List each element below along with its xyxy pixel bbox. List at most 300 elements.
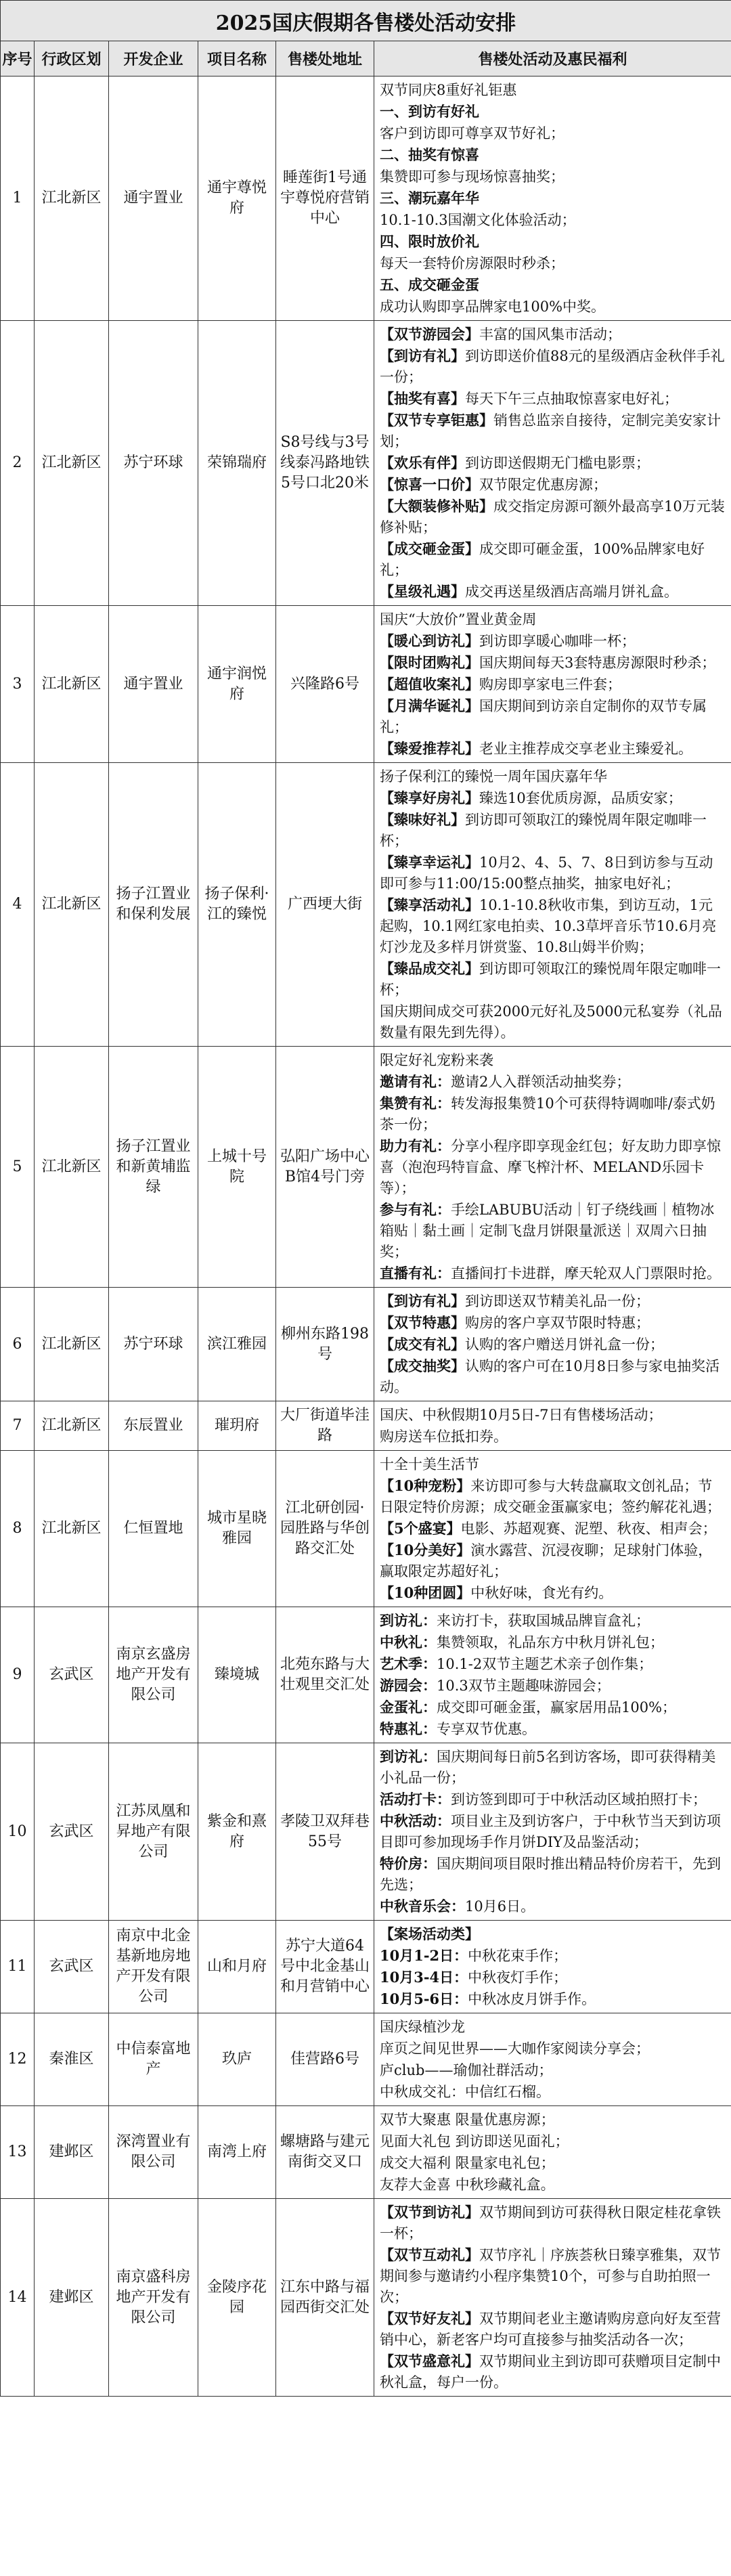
activity-line-label: 【双节互动礼】: [380, 2246, 479, 2263]
row-project-name: 扬子保利·江的臻悦: [198, 763, 276, 1047]
activity-line: [380, 1071, 726, 1093]
activity-line-label: 【双节到访礼】: [380, 2204, 479, 2221]
activity-line: [380, 630, 726, 652]
activity-line-text: 老业主推荐成交享老业主臻爱礼。: [479, 741, 692, 757]
activity-line-label: 【惊喜一口价】: [380, 476, 479, 493]
activity-line-label: 邀请有礼：: [380, 1073, 451, 1090]
activity-line-text: 邀请2人入群领活动抽奖券；: [451, 1074, 631, 1090]
activity-line: [380, 2109, 726, 2131]
row-district: 玄武区: [35, 1743, 109, 1921]
activity-line: [380, 1718, 726, 1740]
activity-line-text: 直播间打卡进群，摩天轮双人门票限时抢。: [451, 1265, 721, 1282]
activity-line: [380, 766, 726, 787]
activity-line: [380, 695, 726, 738]
row-activities: [374, 1047, 731, 1288]
activity-line: [380, 2152, 726, 2174]
activity-line: [380, 2081, 726, 2103]
row-developer: 南京中北金基新地房地产开发有限公司: [109, 1921, 198, 2013]
activity-line: [380, 1945, 726, 1967]
activity-line-text: 购房的客户享双节限时特惠；: [465, 1315, 650, 1331]
activity-line-label: 【臻品成交礼】: [380, 960, 479, 977]
row-project-name: 滨江雅园: [198, 1288, 276, 1401]
row-sales-address: 柳州东路198号: [276, 1288, 374, 1401]
activity-line-text: 到访即可领取江的臻悦周年限定咖啡一杯；: [380, 961, 721, 998]
activity-line-label: 一、到访有好礼: [380, 103, 479, 120]
activity-line: [380, 231, 726, 253]
activity-line-text: 限定好礼宠粉来袭: [380, 1052, 493, 1068]
row-number: 13: [1, 2106, 35, 2199]
activity-line: [380, 1896, 726, 1917]
activity-line-label: 【臻味好礼】: [380, 811, 465, 828]
activity-line-label: 【限时团购礼】: [380, 654, 479, 671]
activity-line: [380, 652, 726, 674]
activity-line-text: 丰富的国风集市活动；: [479, 326, 621, 343]
activity-line-text: 双节序礼｜序族荟秋日臻享雅集，双节期间参与邀请约小程序集赞10个，可参与自助拍照一次；: [380, 2247, 721, 2305]
row-district: 江北新区: [35, 1047, 109, 1288]
activity-line-label: 五、成交砸金蛋: [380, 276, 479, 293]
row-number: 12: [1, 2013, 35, 2106]
activity-line-label: 10月3-4日：: [380, 1969, 468, 1986]
activity-line: [380, 2131, 726, 2152]
activity-line-text: 转发海报集赞10个可获得特调咖啡/泰式奶茶一份；: [380, 1095, 715, 1133]
activity-line-text: 中秋冰皮月饼手作。: [468, 1991, 596, 2007]
activity-line-label: 【大额装修补贴】: [380, 498, 493, 515]
row-activities: [374, 1743, 731, 1921]
activity-line-text: 成交指定房源可额外最高享10万元装修补贴；: [380, 498, 725, 536]
activity-line: [380, 209, 726, 231]
activity-line: [380, 609, 726, 630]
activity-line-label: 【成交有礼】: [380, 1336, 465, 1353]
activity-line-text: 国庆绿植沙龙: [380, 2019, 465, 2035]
activity-line: [380, 787, 726, 809]
activity-line-label: 【双节游园会】: [380, 326, 479, 343]
activity-line-label: 三、潮玩嘉年华: [380, 190, 479, 206]
activity-line-text: 10.1-2双节主题艺术亲子创作集；: [437, 1656, 653, 1672]
activity-line: [380, 296, 726, 318]
activity-line-label: 金蛋礼：: [380, 1699, 437, 1716]
activity-line-text: 国庆期间每日前5名到访客场，即可获得精美小礼品一份；: [380, 1749, 716, 1786]
row-sales-address: 苏宁大道64号中北金基山和月营销中心: [276, 1921, 374, 2013]
table-row: [1, 1451, 731, 1607]
activity-line-text: 项目业主及到访客户，于中秋节当天到访项目即可参加现场手作月饼DIY及品鉴活动；: [380, 1813, 721, 1850]
table-row: [1, 606, 731, 763]
activity-line: [380, 2016, 726, 2038]
activity-line-label: 【双节特惠】: [380, 1314, 465, 1331]
activity-line-text: 中秋夜灯手作；: [468, 1969, 568, 1986]
activity-line-label: 中秋活动：: [380, 1812, 451, 1829]
activity-line-text: 10.1-10.3国潮文化体验活动；: [380, 212, 576, 228]
activity-line-text: 十全十美生活节: [380, 1456, 479, 1472]
activity-line-text: 中秋花束手作；: [468, 1948, 568, 1964]
table-row: [1, 77, 731, 321]
row-number: 10: [1, 1743, 35, 1921]
table-row: [1, 2199, 731, 2397]
activity-line-text: 演水露营、沉浸夜聊；足球射门体验，赢取限定苏超好礼；: [380, 1542, 713, 1579]
table-row: [1, 1047, 731, 1288]
activity-line: [380, 2174, 726, 2196]
activity-line: [380, 958, 726, 1001]
activity-line: [380, 581, 726, 603]
activity-line: [380, 1967, 726, 1988]
row-district: 建邺区: [35, 2106, 109, 2199]
activity-line: [380, 2038, 726, 2059]
activity-line-label: 到访礼：: [380, 1612, 437, 1629]
activity-line-text: 国庆、中秋假期10月5日-7日有售楼场活动；: [380, 1407, 663, 1423]
activity-line-label: 【到访有礼】: [380, 1292, 465, 1309]
activity-line: [380, 1675, 726, 1697]
activity-line-text: 10.1-10.8秋收市集，到访互动，1元起购，10.1网红家电拍卖、10.3草坪音乐节10.6月亮灯沙龙及多样月饼赏鉴、10.8山姆半价购；: [380, 897, 717, 955]
activity-line-text: 成交即可砸金蛋，100%品牌家电好礼；: [380, 541, 705, 578]
row-activities: [374, 2199, 731, 2397]
activity-line: [380, 1355, 726, 1398]
row-developer: 苏宁环球: [109, 321, 198, 606]
activity-line: [380, 1610, 726, 1632]
page-title: 2025国庆假期各售楼处活动安排: [1, 1, 731, 41]
activity-line: [380, 1312, 726, 1334]
activity-line: [380, 1263, 726, 1284]
row-project-name: 紫金和熹府: [198, 1743, 276, 1921]
table-row: [1, 1743, 731, 1921]
activity-line-label: 中秋音乐会：: [380, 1898, 465, 1915]
row-sales-address: 大厂街道毕洼路: [276, 1401, 374, 1451]
activity-line-label: 艺术季：: [380, 1655, 437, 1672]
row-sales-address: 江东中路与福园西街交汇处: [276, 2199, 374, 2397]
activity-line-label: 二、抽奖有惊喜: [380, 146, 479, 163]
activity-line: [380, 738, 726, 760]
activity-line-text: 国庆期间成交可获2000元好礼及5000元私宴券（礼品数量有限先到先得）。: [380, 1003, 722, 1041]
activity-line-text: 每天下午三点抽取惊喜家电好礼；: [465, 391, 678, 407]
activity-line-text: 10月6日。: [465, 1898, 535, 1915]
row-project-name: 山和月府: [198, 1921, 276, 2013]
row-district: 建邺区: [35, 2199, 109, 2397]
activity-line: [380, 144, 726, 166]
row-activities: [374, 1607, 731, 1743]
activity-line-label: 10月1-2日：: [380, 1947, 468, 1964]
row-activities: [374, 1401, 731, 1451]
row-developer: 江苏凤凰和昇地产有限公司: [109, 1743, 198, 1921]
activity-line-text: 友荐大金喜 中秋珍藏礼盒。: [380, 2177, 555, 2193]
activity-line-label: 【10分美好】: [380, 1542, 471, 1558]
activity-line-text: 购房即享家电三件套；: [479, 676, 621, 693]
activity-line-label: 直播有礼：: [380, 1265, 451, 1282]
activity-line-text: 双节大聚惠 限量优惠房源；: [380, 2112, 555, 2128]
activity-line-text: 双节限定优惠房源；: [479, 477, 607, 493]
row-developer: 扬子江置业和保利发展: [109, 763, 198, 1047]
row-developer: 东辰置业: [109, 1401, 198, 1451]
activity-line-label: 【成交砸金蛋】: [380, 540, 479, 557]
activity-line-text: 双节期间到访可获得秋日限定桂花拿铁一杯；: [380, 2204, 721, 2242]
activity-line: [380, 1199, 726, 1263]
activity-line: [380, 1454, 726, 1475]
row-number: 5: [1, 1047, 35, 1288]
row-activities: [374, 2106, 731, 2199]
activity-line: [380, 1290, 726, 1312]
row-district: 玄武区: [35, 1921, 109, 2013]
activity-line-label: 【案场活动类】: [380, 1925, 479, 1942]
activity-line-text: 双节期间老业主邀请购房意向好友至营销中心，新老客户均可直接参与抽奖活动各一次；: [380, 2311, 721, 2348]
row-developer: 南京玄盛房地产开发有限公司: [109, 1607, 198, 1743]
activity-line: [380, 388, 726, 410]
row-developer: 南京盛科房地产开发有限公司: [109, 2199, 198, 2397]
activity-line: [380, 2244, 726, 2308]
row-developer: 扬子江置业和新黄埔监绿: [109, 1047, 198, 1288]
row-number: 3: [1, 606, 35, 763]
activity-line-text: 集赞即可参与现场惊喜抽奖；: [380, 169, 564, 185]
activity-line-label: 中秋礼：: [380, 1634, 437, 1651]
row-developer: 深湾置业有限公司: [109, 2106, 198, 2199]
activity-line-label: 【成交抽奖】: [380, 1357, 465, 1374]
row-developer: 通宇置业: [109, 77, 198, 321]
row-district: 江北新区: [35, 1288, 109, 1401]
activity-line: [380, 852, 726, 894]
activity-line-label: 【双节盛意礼】: [380, 2353, 479, 2370]
activity-line-text: 成交大福利 限量家电礼包；: [380, 2155, 555, 2171]
activity-line-text: 双节期间业主到访即可获赠项目定制中秋礼盒，每户一份。: [380, 2353, 721, 2391]
activity-line: [380, 538, 726, 581]
column-header-address: 售楼处地址: [276, 41, 374, 77]
activity-line-text: 庐club——瑜伽社群活动；: [380, 2062, 553, 2078]
activity-line: [380, 2308, 726, 2351]
activity-line-label: 【双节专享钜惠】: [380, 412, 493, 429]
row-district: 江北新区: [35, 321, 109, 606]
activity-line: [380, 2351, 726, 2393]
activity-line: [380, 2059, 726, 2081]
activity-line-text: 认购的客户可在10月8日参与家电抽奖活动。: [380, 1358, 720, 1395]
activity-line-label: 【抽奖有喜】: [380, 390, 465, 407]
row-number: 11: [1, 1921, 35, 2013]
activity-line: [380, 1988, 726, 2010]
activity-line-text: 来访即可参与大转盘赢取文创礼品；节日限定特价房源；成交砸金蛋赢家电；签约解花礼遇；: [380, 1478, 721, 1515]
activity-line: [380, 123, 726, 144]
table-row: [1, 763, 731, 1047]
activity-line-text: 国庆期间项目限时推出精品特价房若干，先到先选；: [380, 1856, 721, 1893]
table-row: [1, 1288, 731, 1401]
activity-line: [380, 166, 726, 188]
row-activities: [374, 2013, 731, 2106]
activity-line: [380, 253, 726, 274]
table-row: [1, 1921, 731, 2013]
row-district: 江北新区: [35, 1401, 109, 1451]
table-body: [1, 77, 731, 2397]
activity-line: [380, 1093, 726, 1135]
activity-line-text: 手绘LABUBU活动｜钉子绕线画｜植物冰箱贴｜黏土画｜定制飞盘月饼限量派送｜双周六日抽奖；: [380, 1202, 715, 1260]
row-sales-address: 北苑东路与大壮观里交汇处: [276, 1607, 374, 1743]
activity-line-text: 认购的客户赠送月饼礼盒一份；: [465, 1336, 664, 1353]
row-activities: [374, 1288, 731, 1401]
activity-line-text: 中秋好味，食光有约。: [470, 1585, 613, 1601]
row-developer: 仁恒置地: [109, 1451, 198, 1607]
activity-line: [380, 188, 726, 209]
activity-line-text: 到访即可领取江的臻悦周年限定咖啡一杯；: [380, 812, 707, 849]
activity-line-text: 购房送车位抵扣券。: [380, 1428, 508, 1445]
activity-line: [380, 101, 726, 123]
activity-line-text: 集赞领取，礼品东方中秋月饼礼包；: [437, 1634, 664, 1651]
activity-line: [380, 1001, 726, 1043]
row-activities: [374, 321, 731, 606]
activity-line-text: 扬子保利江的臻悦一周年国庆嘉年华: [380, 768, 607, 785]
activity-line-text: 客户到访即可尊享双节好礼；: [380, 125, 564, 141]
row-district: 玄武区: [35, 1607, 109, 1743]
activity-line: [380, 1135, 726, 1199]
activity-line-label: 参与有礼：: [380, 1201, 451, 1218]
row-project-name: 金陵序花园: [198, 2199, 276, 2397]
activity-line: [380, 1540, 726, 1582]
activity-line-text: 国庆“大放价”置业黄金周: [380, 611, 537, 628]
activity-line: [380, 894, 726, 958]
activity-line: [380, 1582, 726, 1604]
activity-line: [380, 1853, 726, 1896]
activity-line-label: 【臻享幸运礼】: [380, 854, 479, 871]
activity-line-label: 【10种团圆】: [380, 1584, 471, 1601]
activity-line-label: 【到访有礼】: [380, 347, 465, 364]
row-sales-address: 江北研创园·园胜路与华创路交汇处: [276, 1451, 374, 1607]
activity-line: [380, 1475, 726, 1518]
table-row: [1, 2013, 731, 2106]
row-project-name: 通宇润悦府: [198, 606, 276, 763]
activity-line-label: 游园会：: [380, 1677, 437, 1694]
activity-line: [380, 410, 726, 452]
activity-line: [380, 2202, 726, 2244]
row-district: 江北新区: [35, 763, 109, 1047]
row-project-name: 通宇尊悦府: [198, 77, 276, 321]
column-header-no: 序号: [1, 41, 35, 77]
activity-line-text: 国庆期间到访亲自定制你的双节专属礼；: [380, 698, 707, 735]
row-project-name: 上城十号院: [198, 1047, 276, 1288]
row-number: 6: [1, 1288, 35, 1401]
activity-line-label: 【臻享活动礼】: [380, 896, 479, 913]
row-sales-address: 孝陵卫双拜巷55号: [276, 1743, 374, 1921]
activity-line-text: 分享小程序即享现金红包；好友助力即享惊喜（泡泡玛特盲盒、摩飞榨汁杯、MELAND乐园卡等）；: [380, 1138, 721, 1196]
row-developer: 苏宁环球: [109, 1288, 198, 1401]
row-number: 14: [1, 2199, 35, 2397]
row-sales-address: 兴隆路6号: [276, 606, 374, 763]
table-row: [1, 321, 731, 606]
activity-line-label: 【超值收案礼】: [380, 676, 479, 693]
activity-line-label: 10月5-6日：: [380, 1990, 468, 2007]
activity-line-text: 成交即可砸金蛋，赢家居用品100%；: [437, 1699, 677, 1716]
activity-line-text: 到访即享暖心咖啡一杯；: [479, 633, 636, 649]
activity-line: [380, 452, 726, 474]
row-number: 8: [1, 1451, 35, 1607]
row-sales-address: 螺塘路与建元南街交叉口: [276, 2106, 374, 2199]
row-sales-address: 佳营路6号: [276, 2013, 374, 2106]
activity-line-label: 助力有礼：: [380, 1137, 451, 1154]
activity-line-label: 集赞有礼：: [380, 1095, 451, 1112]
table-row: [1, 1401, 731, 1451]
activity-line: [380, 79, 726, 101]
column-header-developer: 开发企业: [109, 41, 198, 77]
activity-line: [380, 1632, 726, 1653]
row-number: 7: [1, 1401, 35, 1451]
activity-line: [380, 274, 726, 296]
activity-line-label: 【欢乐有伴】: [380, 454, 465, 471]
table-row: [1, 2106, 731, 2199]
activity-line-label: 【5个盛宴】: [380, 1520, 461, 1537]
activity-line: [380, 1697, 726, 1718]
row-project-name: 璀玥府: [198, 1401, 276, 1451]
column-header-district: 行政区划: [35, 41, 109, 77]
activity-line-label: 【星级礼遇】: [380, 583, 465, 600]
activity-line: [380, 1923, 726, 1945]
activity-line-text: 到访即送假期无门槛电影票；: [465, 455, 650, 471]
activity-line-text: 来访打卡，获取国城品牌盲盒礼；: [437, 1613, 650, 1629]
activity-line-text: 见面大礼包 到访即送见面礼；: [380, 2133, 569, 2149]
activity-line-text: 成功认购即享品牌家电100%中奖。: [380, 299, 606, 315]
activity-line-text: 国庆期间每天3套特惠房源限时秒杀；: [479, 655, 716, 671]
activity-line: [380, 809, 726, 852]
activity-line: [380, 1518, 726, 1540]
activity-line-label: 【臻爱推荐礼】: [380, 740, 479, 757]
row-activities: [374, 606, 731, 763]
activity-line-label: 【臻享好房礼】: [380, 789, 479, 806]
activity-line-text: 每天一套特价房源限时秒杀；: [380, 255, 564, 271]
activity-line: [380, 345, 726, 388]
row-number: 1: [1, 77, 35, 321]
activity-line: [380, 1426, 726, 1447]
activity-line: [380, 1653, 726, 1675]
row-sales-address: 广西埂大街: [276, 763, 374, 1047]
activity-line-label: 特价房：: [380, 1855, 437, 1872]
activity-line-text: 10月2、4、5、7、8日到访参与互动即可参与11:00/15:00整点抽奖，抽家电好礼；: [380, 854, 713, 892]
activity-line: [380, 1789, 726, 1810]
row-project-name: 荣锦瑞府: [198, 321, 276, 606]
activity-line-label: 【暖心到访礼】: [380, 632, 479, 649]
activity-line: [380, 674, 726, 695]
activity-line-label: 到访礼：: [380, 1748, 437, 1765]
activity-line-label: 【10种宠粉】: [380, 1477, 471, 1494]
activity-line: [380, 1334, 726, 1355]
activity-line-label: 特惠礼：: [380, 1720, 437, 1737]
row-developer: 通宇置业: [109, 606, 198, 763]
row-number: 4: [1, 763, 35, 1047]
activity-line-text: 电影、苏超观赛、泥塑、秋夜、相声会；: [460, 1521, 717, 1537]
row-district: 江北新区: [35, 1451, 109, 1607]
row-project-name: 臻境城: [198, 1607, 276, 1743]
activity-line: [380, 1049, 726, 1071]
activity-line-text: 庠页之间见世界——大咖作家阅读分享会；: [380, 2040, 650, 2057]
activity-line: [380, 1404, 726, 1426]
activity-line-text: 到访签到即可于中秋活动区域拍照打卡；: [451, 1791, 707, 1808]
table-header-row: [1, 41, 731, 77]
row-project-name: 城市星晓雅园: [198, 1451, 276, 1607]
column-header-project: 项目名称: [198, 41, 276, 77]
activity-line-text: 销售总监亲自接待，定制完美安家计划；: [380, 412, 721, 450]
row-activities: [374, 1451, 731, 1607]
activity-line-label: 【月满华诞礼】: [380, 697, 479, 714]
activity-line: [380, 474, 726, 496]
activity-line: [380, 1810, 726, 1853]
activity-line-text: 双节同庆8重好礼钜惠: [380, 82, 517, 98]
row-sales-address: 睡莲街1号通宇尊悦府营销中心: [276, 77, 374, 321]
activity-line-text: 到访即送价值88元的星级酒店金秋伴手礼一份；: [380, 348, 725, 385]
activity-line: [380, 324, 726, 345]
activity-line-text: 成交再送星级酒店高端月饼礼盒。: [465, 584, 678, 600]
activity-line-text: 中秋成交礼：中信红石榴。: [380, 2084, 550, 2100]
column-header-activities: 售楼处活动及惠民福利: [374, 41, 731, 77]
table-row: [1, 1607, 731, 1743]
activity-line: [380, 496, 726, 538]
row-number: 9: [1, 1607, 35, 1743]
activity-line: [380, 1746, 726, 1789]
row-project-name: 玖庐: [198, 2013, 276, 2106]
row-sales-address: S8号线与3号线泰冯路地铁5号口北20米: [276, 321, 374, 606]
activity-line-text: 到访即送双节精美礼品一份；: [465, 1293, 650, 1309]
activity-line-text: 臻选10套优质房源，品质安家；: [479, 790, 682, 806]
row-district: 江北新区: [35, 606, 109, 763]
row-project-name: 南湾上府: [198, 2106, 276, 2199]
row-sales-address: 弘阳广场中心B馆4号门旁: [276, 1047, 374, 1288]
row-number: 2: [1, 321, 35, 606]
